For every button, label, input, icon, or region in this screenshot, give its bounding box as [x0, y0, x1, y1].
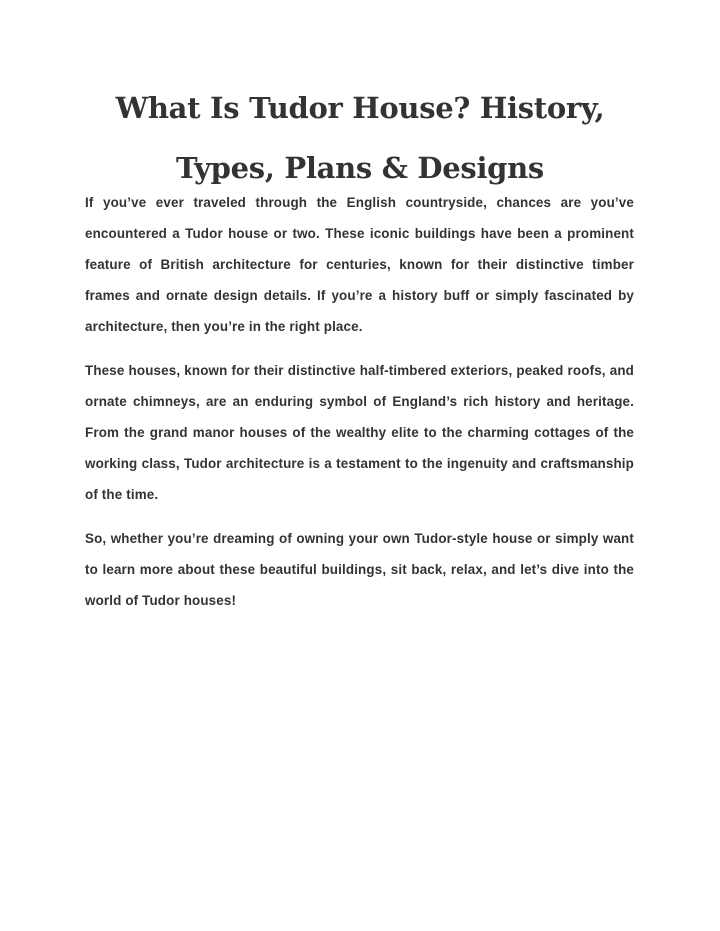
paragraph-closing: So, whether you’re dreaming of owning your own Tudor-style house or simply want to learn more about these beautiful buildings, sit back, relax, and let’s dive into the world of Tudor houses! — [85, 531, 634, 608]
article-body — [85, 187, 634, 629]
paragraph-intro: If you’ve ever traveled through the English countryside, chances are you’ve encountered a Tudor house or two. These iconic buildings have been a prominent feature of British architecture for centuries, known for their distinctive timber frames and ornate design details. If you’re a history buff or simply fascinated by architecture, then you’re in the right place. — [85, 195, 634, 334]
title-line-2: Types, Plans & Designs — [176, 151, 544, 185]
title-line-1: What Is Tudor House? History, — [115, 91, 605, 125]
paragraph-features: These houses, known for their distinctive half-timbered exteriors, peaked roofs, and ornate chimneys, are an enduring symbol of England’s rich history and heritage. From the grand manor houses of the wealthy elite to the charming cottages of the working class, Tudor architecture is a testament to the ingenuity and craftsmanship of the time. — [85, 363, 634, 502]
page-title — [60, 78, 660, 198]
